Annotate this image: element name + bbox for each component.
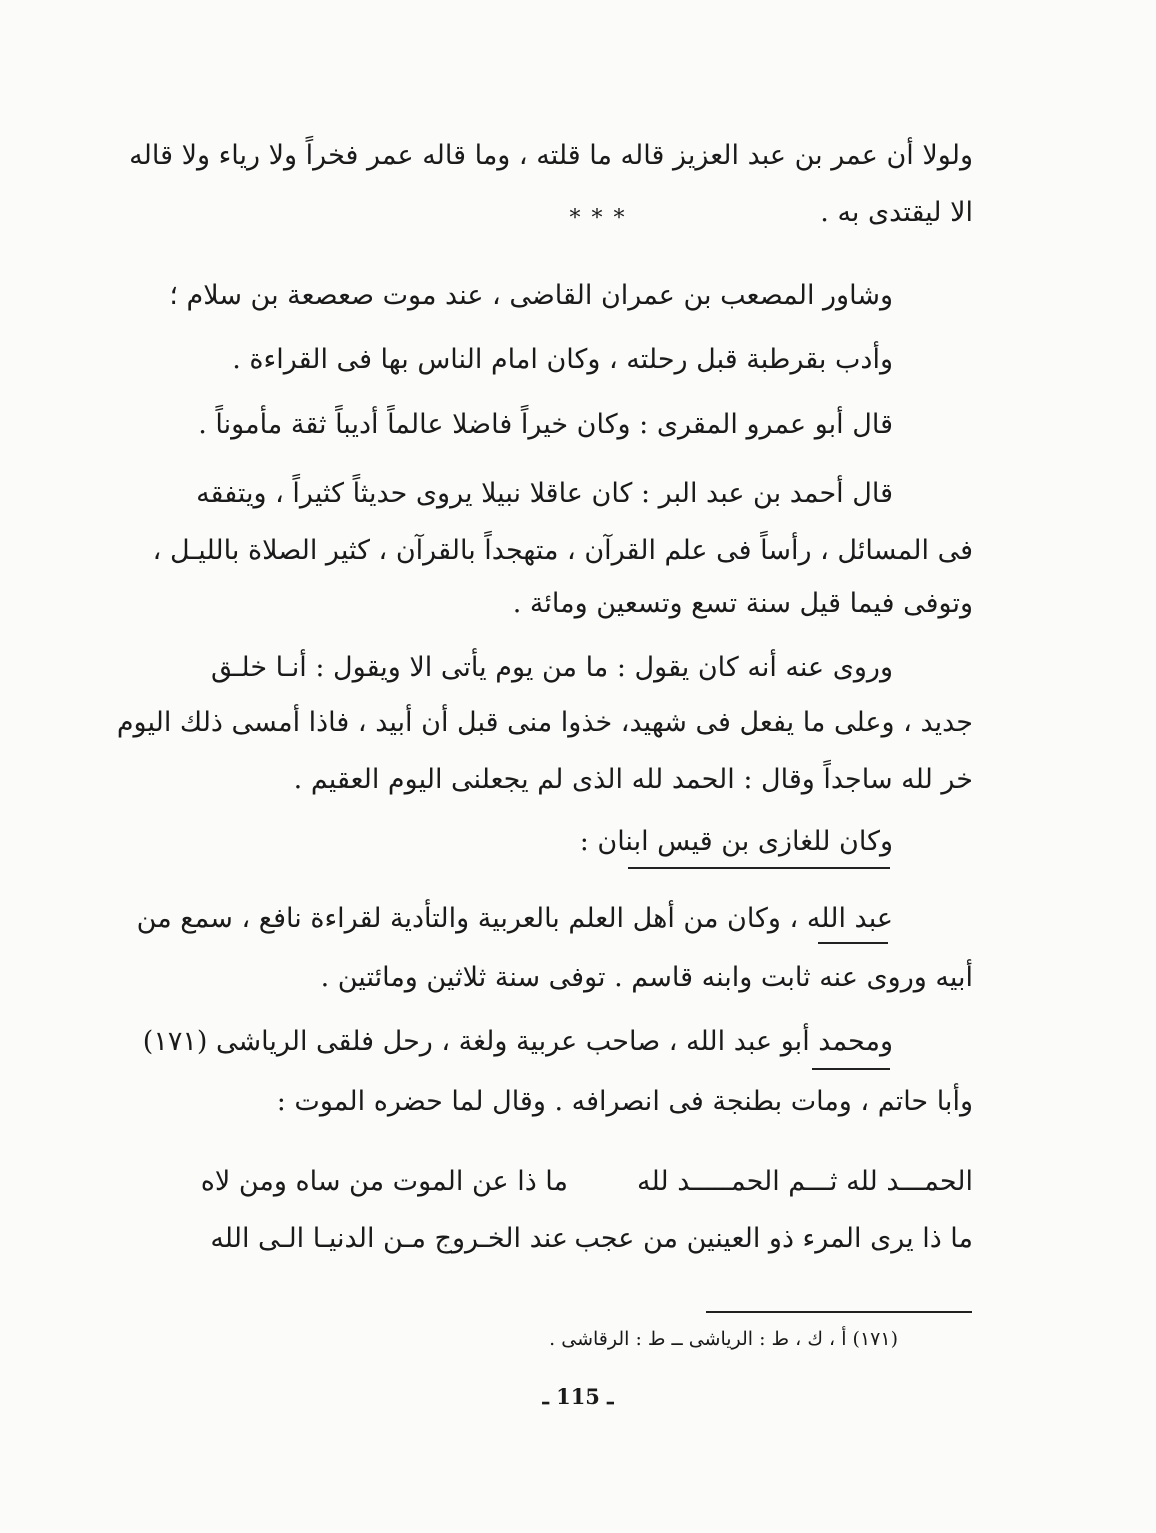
paragraph-line: وأبا حاتم ، ومات بطنجة فى انصرافه . وقال لما حضره الموت :: [276, 1086, 973, 1117]
section-heading: وكان للغازى بن قيس ابنان :: [579, 826, 893, 857]
footnote: (١٧١) أ ، ك ، ط : الرياشى ــ ط : الرقاشى .: [549, 1328, 898, 1350]
verse-hemistich: عند الخـروج مـن الدنيـا الـى الله: [210, 1223, 568, 1254]
page-number: ـ 115 ـ: [542, 1384, 614, 1409]
paragraph-line: وتوفى فيما قيل سنة تسع وتسعين ومائة .: [512, 588, 973, 619]
paragraph-line: فى المسائل ، رأساً فى علم القرآن ، متهجداً بالقرآن ، كثير الصلاة بالليـل ،: [152, 535, 973, 566]
paragraph-line: قال أحمد بن عبد البر : كان عاقلا نبيلا يروى حديثاً كثيراً ، ويتفقه: [196, 478, 893, 509]
verse-hemistich: ما ذا يرى المرء ذو العينين من عجب: [574, 1223, 973, 1254]
paragraph-line: خر لله ساجداً وقال : الحمد لله الذى لم يجعلنى اليوم العقيم .: [293, 764, 973, 795]
paragraph-line: وروى عنه أنه كان يقول : ما من يوم يأتى الا ويقول : أنـا خلـق: [210, 652, 893, 683]
paragraph-line: ومحمد أبو عبد الله ، صاحب عربية ولغة ، رحل فلقى الرياشى (١٧١): [142, 1026, 893, 1057]
paragraph-line: الا ليقتدى به .: [820, 197, 973, 228]
paragraph-line: وأدب بقرطبة قبل رحلته ، وكان امام الناس بها فى القراءة .: [232, 344, 893, 375]
name-underline: [812, 1068, 890, 1070]
paragraph-line: وشاور المصعب بن عمران القاضى ، عند موت صعصعة بن سلام ؛: [169, 280, 893, 311]
heading-rule: [628, 867, 890, 869]
paragraph-line: جديد ، وعلى ما يفعل فى شهيد، خذوا منى قبل أن أبيد ، فاذا أمسى ذلك اليوم: [116, 707, 973, 738]
footnote-rule: [706, 1311, 972, 1313]
paragraph-line: عبد الله ، وكان من أهل العلم بالعربية والتأدية لقراءة نافع ، سمع من: [136, 903, 893, 934]
paragraph-line: ولولا أن عمر بن عبد العزيز قاله ما قلته ، وما قاله عمر فخراً ولا رياء ولا قاله: [129, 140, 973, 171]
paragraph-line: قال أبو عمرو المقرى : وكان خيراً فاضلا عالماً أديباً ثقة مأموناً .: [198, 409, 893, 440]
verse-hemistich: ما ذا عن الموت من ساه ومن لاه: [200, 1166, 568, 1197]
verse-hemistich: الحمـــد لله ثـــم الحمـــــد لله: [637, 1166, 973, 1197]
name-underline: [818, 942, 888, 944]
section-separator: * * *: [569, 206, 627, 231]
paragraph-line: أبيه وروى عنه ثابت وابنه قاسم . توفى سنة ثلاثين ومائتين .: [320, 962, 973, 993]
